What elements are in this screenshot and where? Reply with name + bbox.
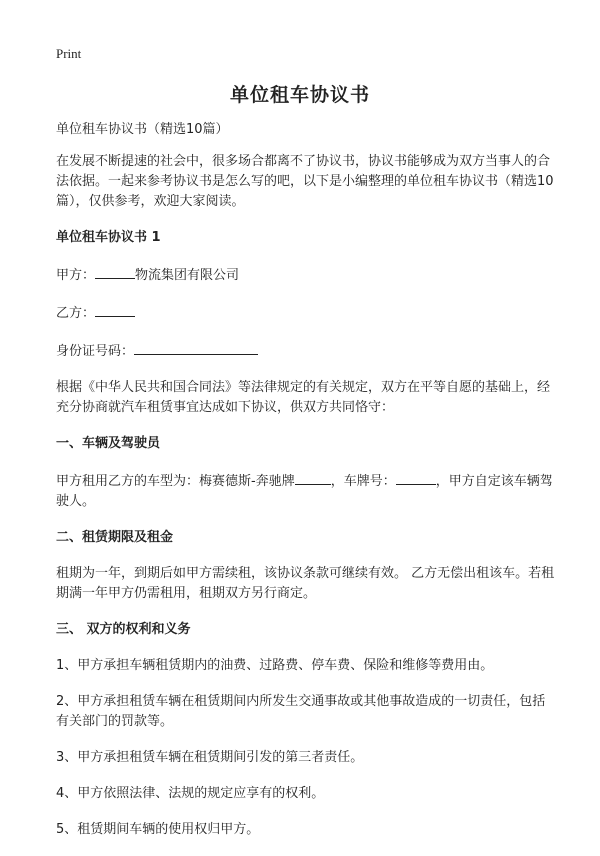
- party-a-field: [56, 264, 556, 286]
- heading-term-rent: 二、租赁期限及租金: [56, 530, 174, 545]
- party-b-field: [56, 302, 556, 324]
- list-item: 5、租赁期间车辆的使用权归甲方。: [56, 822, 260, 837]
- page-title: 单位租车协议书: [229, 84, 370, 106]
- list-item: 4、甲方依照法律、法规的规定应享有的权利。: [56, 786, 325, 801]
- list-item: 2、甲方承担租赁车辆在租赁期间内所发生交通事故或其他事故造成的一切责任，包括有关部门的罚款等。: [56, 694, 546, 729]
- list-item: 3、甲方承担租赁车辆在租赁期间引发的第三者责任。: [56, 750, 364, 765]
- party-a-label: 甲方：: [56, 268, 96, 283]
- heading-vehicle: 一、车辆及驾驶员: [56, 436, 161, 451]
- list-item: 1、甲方承担车辆租赁期内的油费、过路费、停车费、保险和维修等费用由。: [56, 658, 494, 673]
- section-title: 单位租车协议书 1: [56, 230, 161, 245]
- party-a-value: 物流集团有限公司: [135, 268, 240, 283]
- term-paragraph: 租期为一年，到期后如甲方需续租，该协议条款可继续有效。 乙方无偿出租该车。若租期满一年甲方仍需租用，租期双方另行商定。: [56, 566, 555, 601]
- vehicle-text-c: ，甲方自定该车辆驾驶人。: [56, 474, 553, 509]
- party-b-label: 乙方：: [56, 306, 96, 321]
- vehicle-text-b: ，车牌号：: [330, 474, 396, 489]
- vehicle-paragraph: [56, 470, 556, 512]
- id-number-blank: [134, 340, 258, 355]
- heading-rights-duties: 三、 双方的权利和义务: [56, 622, 191, 637]
- vehicle-text-a: 甲方租用乙方的车型为：梅赛德斯-奔驰牌: [56, 474, 295, 489]
- vehicle-model-blank: [295, 470, 331, 485]
- id-number-field: [56, 340, 556, 362]
- plate-number-blank: [396, 470, 436, 485]
- id-number-label: 身份证号码：: [56, 344, 135, 359]
- document-subtitle: 单位租车协议书（精选10篇）: [56, 122, 229, 137]
- party-a-blank: [95, 264, 135, 279]
- print-link[interactable]: Print: [56, 46, 82, 61]
- intro-paragraph: 在发展不断提速的社会中，很多场合都离不了协议书，协议书能够成为双方当事人的合法依据。一起来参考协议书是怎么写的吧，以下是小编整理的单位租车协议书（精选10篇），仅供参考，欢迎大家阅读。: [56, 154, 554, 209]
- basis-paragraph: 根据《中华人民共和国合同法》等法律规定的有关规定，双方在平等自愿的基础上，经充分协商就汽车租赁事宜达成如下协议，供双方共同恪守：: [56, 380, 551, 415]
- party-b-blank: [95, 302, 135, 317]
- document-body: [56, 120, 556, 856]
